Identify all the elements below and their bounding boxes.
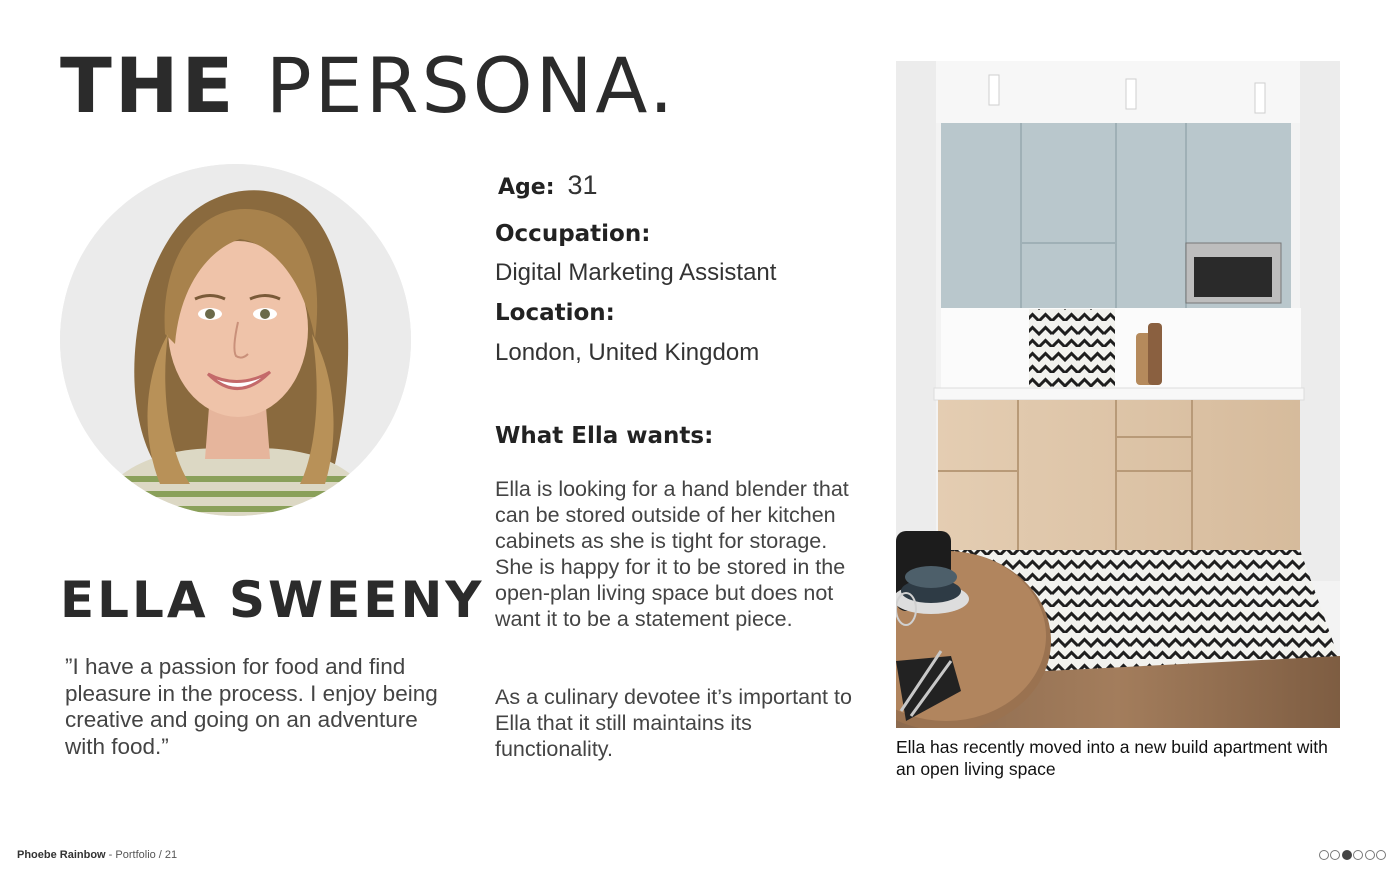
persona-name: ELLA SWEENY <box>60 571 485 629</box>
kitchen-illustration <box>896 61 1340 728</box>
page-dot-3-active[interactable] <box>1342 850 1352 860</box>
portrait-illustration <box>60 164 411 516</box>
age-value: 31 <box>567 170 598 200</box>
location-label: Location: <box>495 300 615 326</box>
age-label: Age: <box>498 175 555 200</box>
page-title <box>60 41 677 130</box>
location-value: London, United Kingdom <box>495 339 760 366</box>
occupation-label: Occupation: <box>495 221 651 247</box>
footer-author: Phoebe Rainbow <box>17 849 106 861</box>
age-row <box>498 170 598 201</box>
footer-page: - Portfolio / 21 <box>105 849 178 861</box>
page-dot-5[interactable] <box>1365 850 1375 860</box>
pagination-dots <box>1317 850 1386 860</box>
kitchen-photo <box>896 61 1340 728</box>
title-bold: THE <box>60 41 237 130</box>
page-dot-2[interactable] <box>1330 850 1340 860</box>
persona-portrait <box>60 164 411 516</box>
page-dot-6[interactable] <box>1376 850 1386 860</box>
wants-paragraph-1: Ella is looking for a hand blender that can be stored outside of her kitchen cabinets as she is tight for storage. She is happy for it to be stored in the open-plan living space but does not want it to be a statement piece. <box>495 477 849 631</box>
photo-caption: Ella has recently moved into a new build apartment with an open living space <box>896 737 1328 779</box>
wants-heading: What Ella wants: <box>495 423 714 449</box>
wants-paragraph-2: As a culinary devotee it’s important to Ella that it still maintains its functionality. <box>495 685 852 761</box>
page-dot-1[interactable] <box>1319 850 1329 860</box>
occupation-value: Digital Marketing Assistant <box>495 259 777 286</box>
footer-credit <box>17 849 177 861</box>
persona-quote: ”I have a passion for food and find pleasure in the process. I enjoy being creative and going on an adventure with food.” <box>65 654 438 759</box>
title-regular: PERSONA. <box>265 41 677 130</box>
page-dot-4[interactable] <box>1353 850 1363 860</box>
